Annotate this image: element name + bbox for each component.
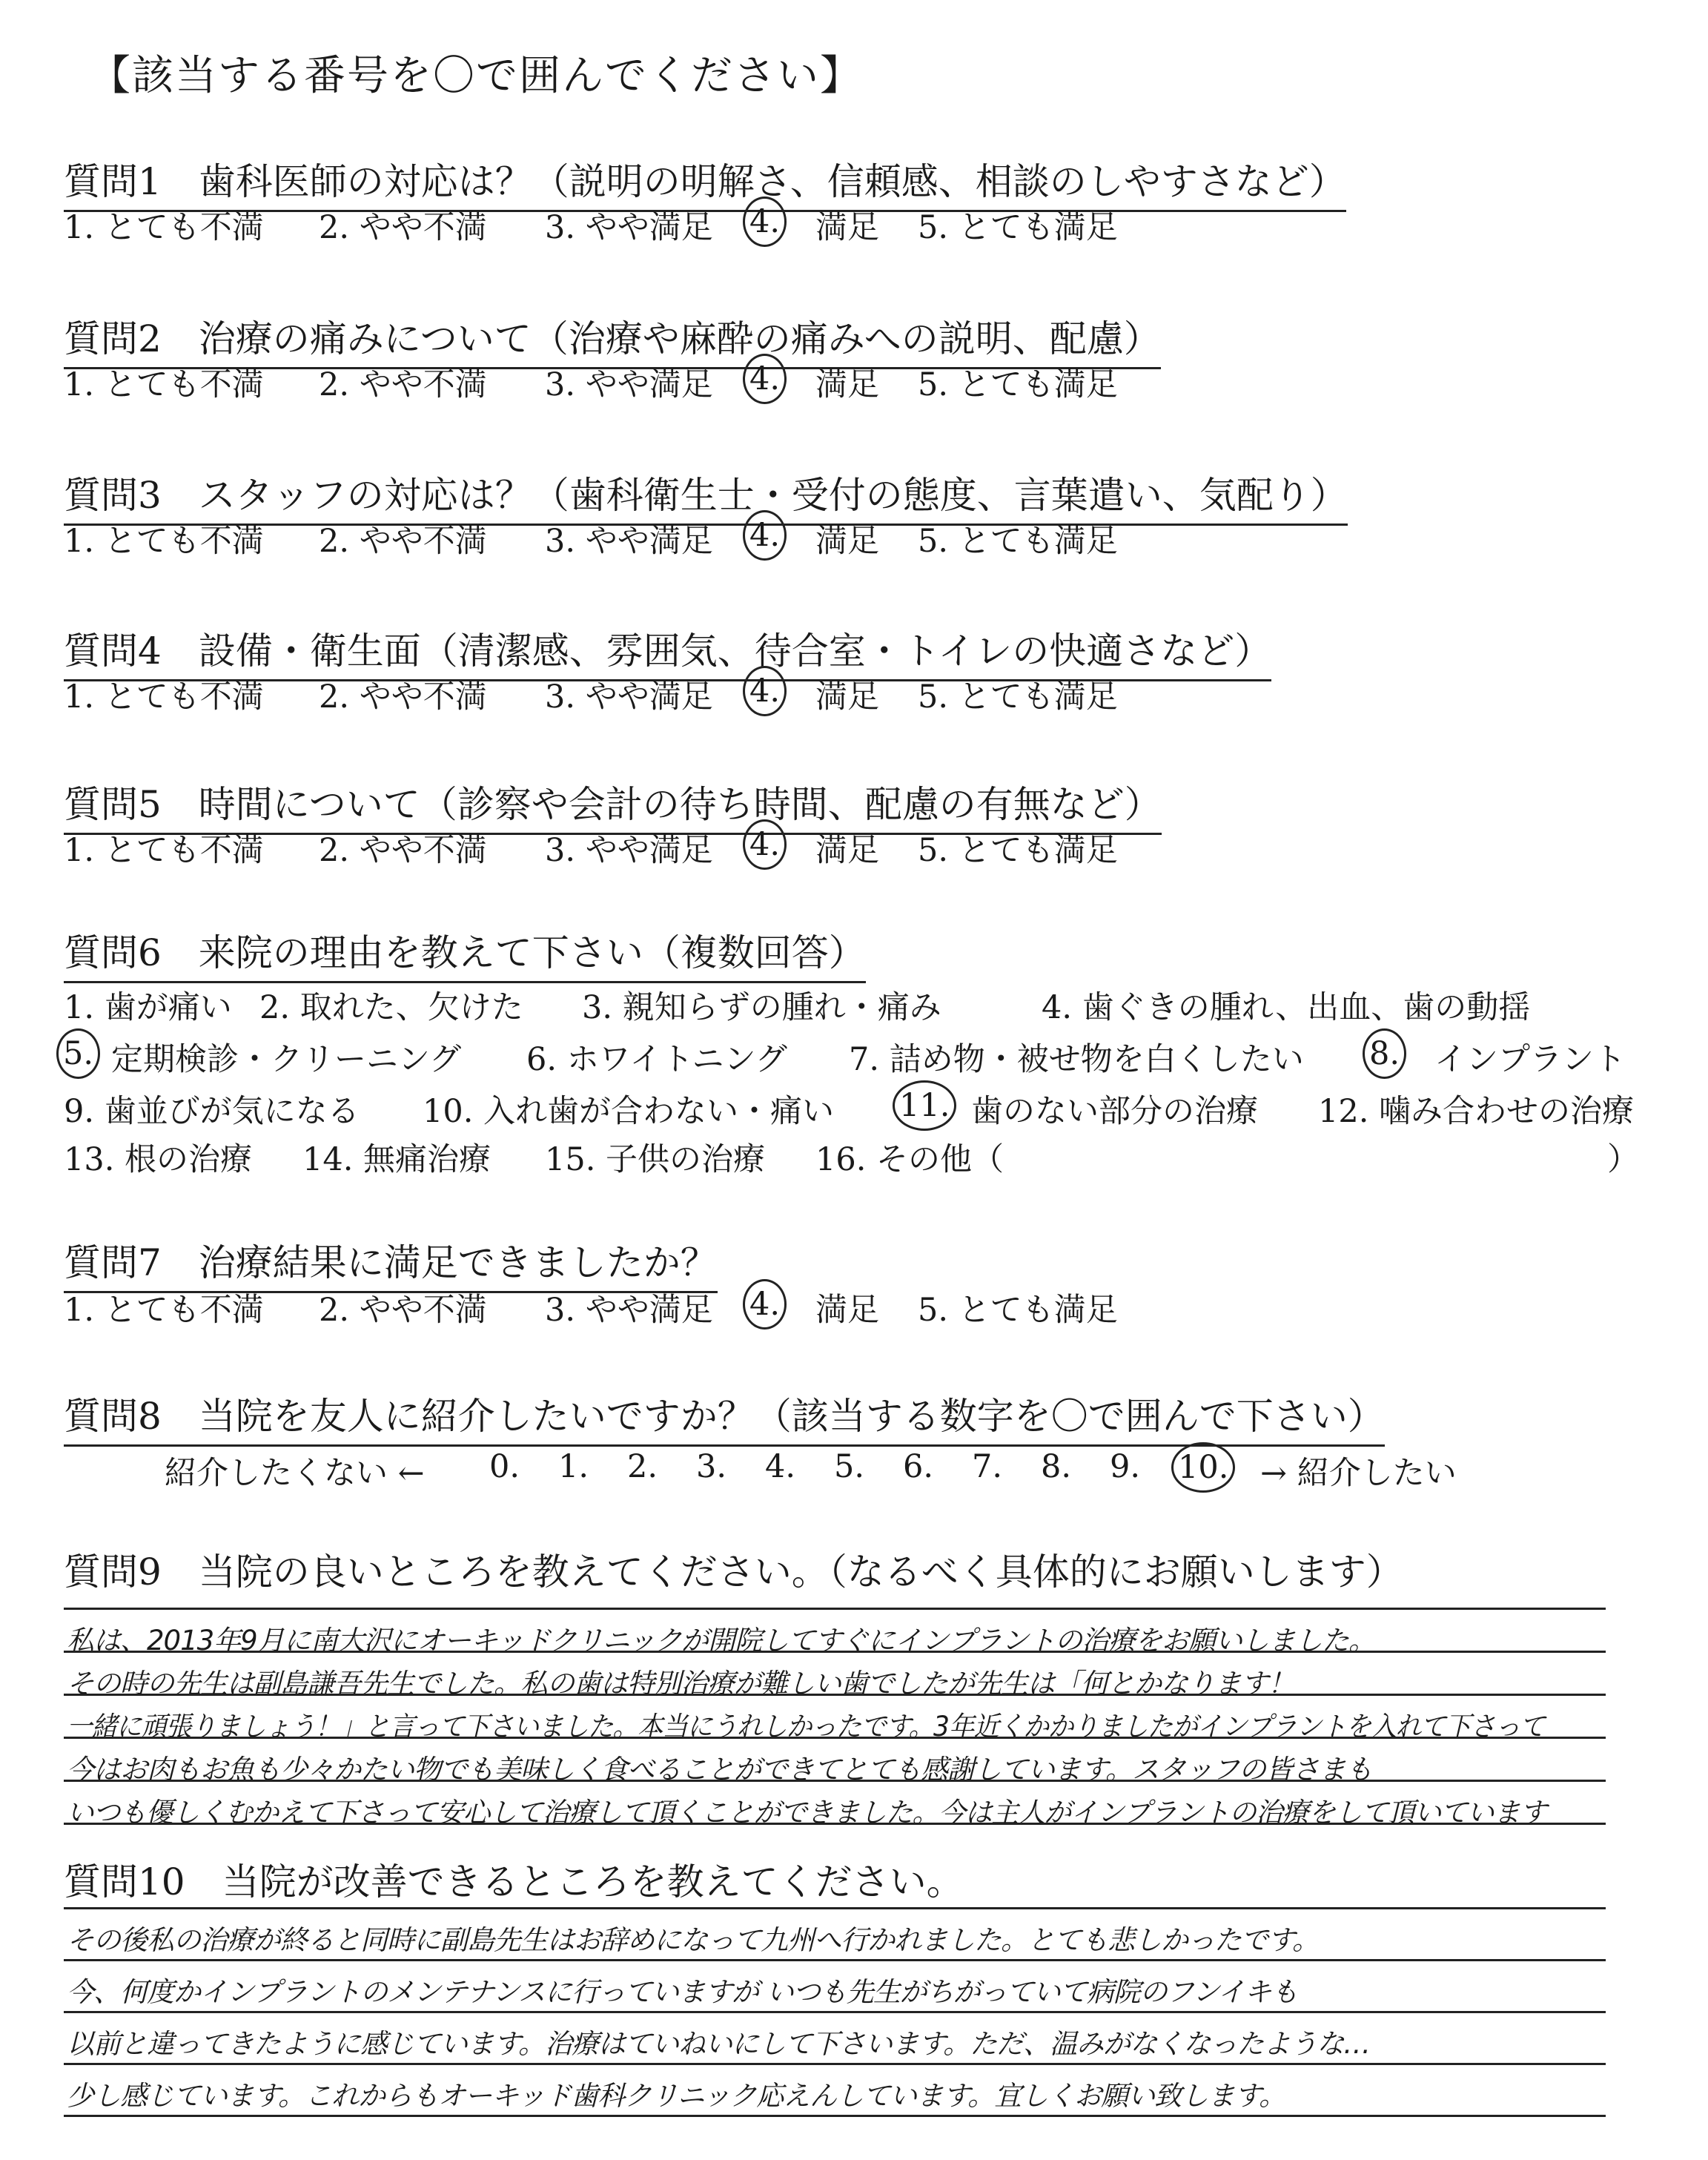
question-7-selected-circle: 4. [743,1279,787,1330]
q8-scale-5: 5. [834,1448,865,1485]
question-2-label: 質問2 治療の痛みについて（治療や麻酔の痛みへの説明、配慮） [64,309,1161,369]
q9-rule-line [64,1780,1606,1782]
question-1-option-5: 5. とても満足 [918,209,1118,246]
q9-rule-line [64,1823,1606,1825]
q9-rule-line [64,1694,1606,1696]
q9-rule-line [64,1651,1606,1653]
q6-label: 質問6 来院の理由を教えて下さい（複数回答） [64,923,866,983]
q6-option-14: 12. 噛み合わせの治療 [1318,1093,1635,1130]
question-7-option-3 [750,1285,779,1324]
q10-line-3: 少し感じています。これからもオーキッド歯科クリニック応えんしています。宜しくお願い致します。 [67,2080,1286,2112]
q6-option-19: ） [1607,1141,1639,1178]
q8-scale-1: 1. [558,1448,589,1485]
q6-option-18: 16. その他（ [815,1141,1004,1178]
question-3-option-1: 2. やや不満 [319,523,487,560]
q6-option-8 [1370,1034,1399,1073]
q6-option-3: 4. 歯ぐきの腫れ、出血、歯の動揺 [1042,989,1531,1026]
q9-rule-line [64,1737,1606,1739]
question-1-option-0: 1. とても不満 [64,209,264,246]
q8-selected-circle: 10. [1171,1442,1235,1493]
question-3-option-0: 1. とても不満 [64,523,264,560]
q8-scale-6: 6. [903,1448,934,1485]
q10-line-0: その後私の治療が終ると同時に副島先生はお辞めになって九州へ行かれました。とても悲しかったです。 [67,1924,1320,1956]
q6-selected-circle: 11. [893,1080,956,1131]
question-2-option-3 [750,360,779,398]
question-7-option-4: 満足 [815,1292,879,1329]
q6-option-2: 3. 親知らずの腫れ・痛み [582,989,941,1026]
q8-scale-2: 2. [627,1448,658,1485]
q6-option-5: 定期検診・クリーニング [111,1041,462,1078]
question-5-option-2: 3. やや満足 [545,832,713,869]
question-4-option-4: 満足 [815,678,879,716]
q9-rule-line [64,1608,1606,1610]
q10-rule-line [64,2063,1606,2065]
question-4-option-0: 1. とても不満 [64,678,264,716]
q8-scale-7: 7. [972,1448,1003,1485]
q10-line-1: 今、何度かインプラントのメンテナンスに行っていますが いつも先生がちがっていて病院のフンイキも [67,1976,1298,2008]
question-7-option-1: 2. やや不満 [319,1292,487,1329]
q6-option-1: 2. 取れた、欠けた [259,989,523,1026]
q10-rule-line [64,2115,1606,2117]
question-4-label: 質問4 設備・衛生面（清潔感、雰囲気、待合室・トイレの快適さなど） [64,621,1271,681]
question-7-option-5: 5. とても満足 [918,1292,1118,1329]
question-1-option-3 [750,202,779,241]
question-3-option-4: 満足 [815,523,879,560]
question-3-selected-circle: 4. [743,510,787,561]
question-1-option-2: 3. やや満足 [545,209,713,246]
question-4-selected-circle: 4. [743,666,787,716]
q9-label: 質問9 当院の良いところを教えてください。（なるべく具体的にお願いします） [64,1550,1403,1593]
q10-line-2: 以前と違ってきたように感じています。治療はていねいにして下さいます。ただ、温みがなくなったような… [67,2028,1371,2060]
q8-scale-10 [1179,1448,1228,1487]
question-4-option-2: 3. やや満足 [545,678,713,716]
q8-scale-4: 4. [765,1448,796,1485]
q6-option-17: 15. 子供の治療 [545,1141,766,1178]
question-3-option-3 [750,516,779,555]
q6-option-7: 7. 詰め物・被せ物を白くしたい [849,1041,1304,1078]
q6-option-10: 9. 歯並びが気になる [64,1093,360,1130]
q6-option-6: 6. ホワイトニング [526,1041,787,1078]
question-2-option-5: 5. とても満足 [918,366,1118,403]
page-title: 【該当する番号を〇で囲んでください】 [89,52,863,100]
q10-rule-line [64,2011,1606,2013]
question-2-selected-circle: 4. [743,354,787,404]
q8-scale-9: 9. [1110,1448,1141,1485]
q6-selected-circle: 5. [56,1028,100,1079]
q9-line-1: その時の先生は副島謙吾先生でした。私の歯は特別治療が難しい歯でしたが先生は「何とかなります！ [67,1668,1294,1700]
q10-rule-line [64,1907,1606,1909]
q8-right-label: → 紹介したい [1260,1455,1457,1492]
q10-label: 質問10 当院が改善できるところを教えてください。 [64,1860,964,1903]
question-5-option-4: 満足 [815,832,879,869]
q9-line-3: 今はお肉もお魚も少々かたい物でも美味しく食べることができてとても感謝しています。スタッフの皆さまも [67,1754,1373,1786]
question-1-option-4: 満足 [815,209,879,246]
question-3-option-5: 5. とても満足 [918,523,1118,560]
q8-scale-3: 3. [696,1448,727,1485]
question-3-label: 質問3 スタッフの対応は？（歯科衛生士・受付の態度、言葉遣い、気配り） [64,466,1348,526]
question-7-option-0: 1. とても不満 [64,1292,264,1329]
question-1-option-1: 2. やや不満 [319,209,487,246]
q9-line-0: 私は、2013年9月に南大沢にオーキッドクリニックが開院してすぐにインプラントの治療をお願いしました。 [67,1625,1375,1657]
q6-option-15: 13. 根の治療 [64,1141,253,1178]
q6-option-13: 歯のない部分の治療 [971,1093,1258,1130]
q6-option-0: 1. 歯が痛い [64,989,232,1026]
question-2-option-0: 1. とても不満 [64,366,264,403]
q9-line-2: 一緒に頑張りましょう！」と言って下さいました。本当にうれしかったです。3年近くかかりましたがインプラントを入れて下さって [67,1711,1545,1743]
question-4-option-1: 2. やや不満 [319,678,487,716]
q6-option-11: 10. 入れ歯が合わない・痛い [423,1093,835,1130]
q9-line-4: いつも優しくむかえて下さって安心して治療して頂くことができました。今は主人がインプラントの治療をして頂いています [67,1797,1546,1829]
question-5-option-0: 1. とても不満 [64,832,264,869]
q8-left-label: 紹介したくない ← [165,1455,425,1492]
q6-option-16: 14. 無痛治療 [302,1141,491,1178]
q6-option-9: インプラント [1434,1041,1626,1078]
q7-label: 質問7 治療結果に満足できましたか？ [64,1233,718,1293]
question-5-option-1: 2. やや不満 [319,832,487,869]
question-2-option-2: 3. やや満足 [545,366,713,403]
question-5-option-3 [750,825,779,864]
q6-selected-circle: 8. [1363,1028,1406,1079]
question-4-option-3 [750,672,779,710]
q8-scale-8: 8. [1041,1448,1072,1485]
question-5-selected-circle: 4. [743,819,787,870]
question-4-option-5: 5. とても満足 [918,678,1118,716]
q6-option-4 [64,1034,93,1073]
question-3-option-2: 3. やや満足 [545,523,713,560]
question-1-label: 質問1 歯科医師の対応は？（説明の明解さ、信頼感、相談のしやすさなど） [64,152,1346,212]
q8-label: 質問8 当院を友人に紹介したいですか？（該当する数字を〇で囲んで下さい） [64,1387,1385,1447]
question-5-option-5: 5. とても満足 [918,832,1118,869]
question-7-option-2: 3. やや満足 [545,1292,713,1329]
question-2-option-4: 満足 [815,366,879,403]
q6-option-12 [900,1086,949,1125]
question-2-option-1: 2. やや不満 [319,366,487,403]
q8-scale-0: 0. [489,1448,520,1485]
q10-rule-line [64,1959,1606,1961]
question-5-label: 質問5 時間について（診察や会計の待ち時間、配慮の有無など） [64,775,1162,835]
question-1-selected-circle: 4. [743,196,787,247]
